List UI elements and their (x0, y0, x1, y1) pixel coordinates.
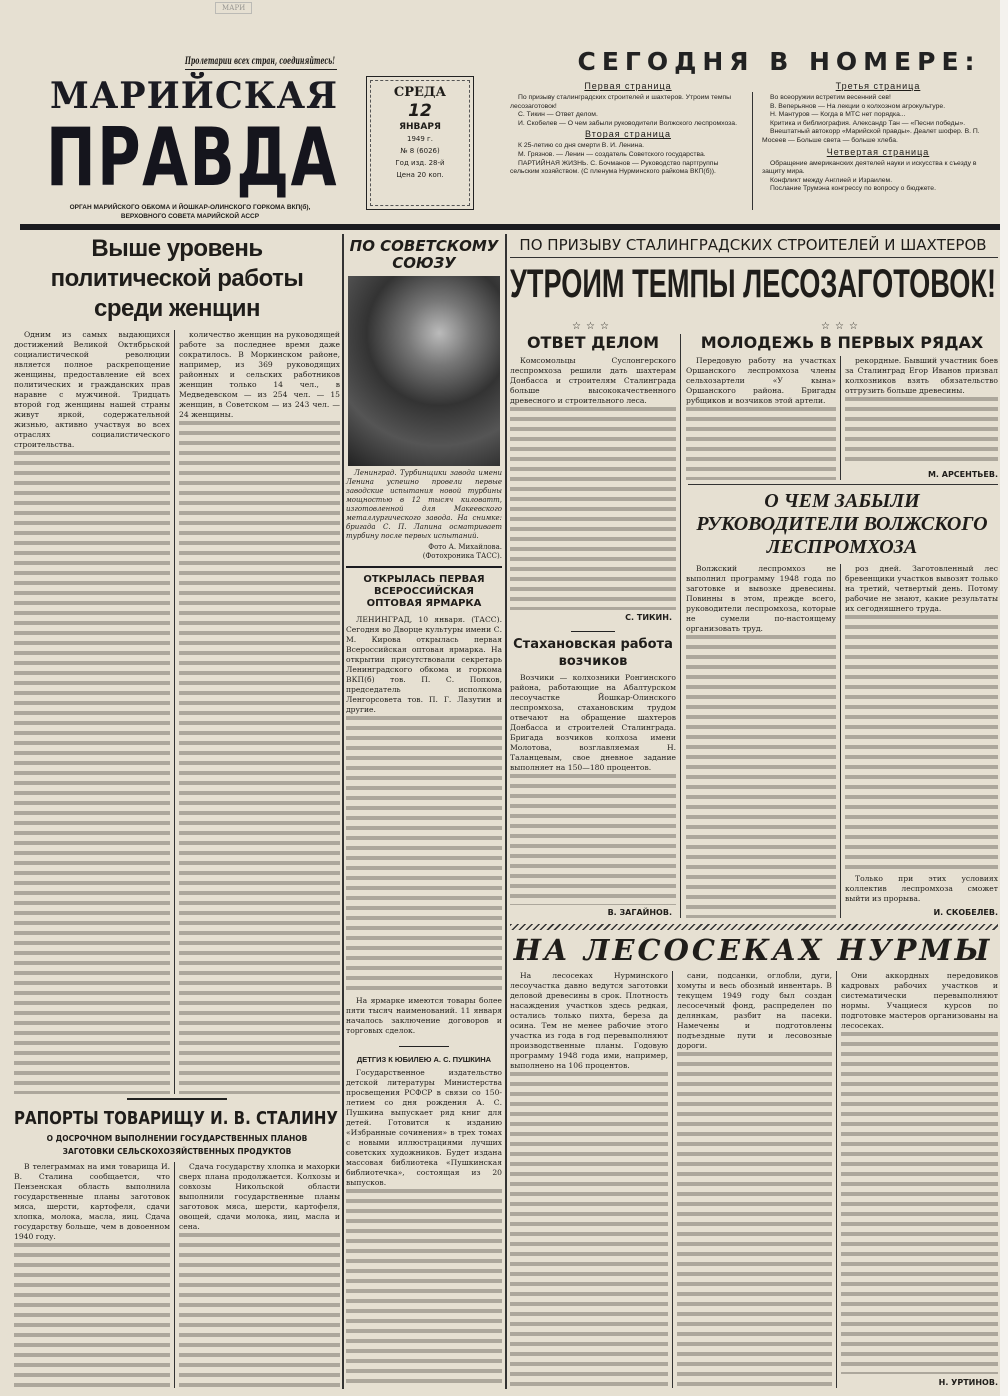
divider (342, 234, 344, 1389)
signature-urtinov: Н. УРТИНОВ. (938, 1378, 998, 1387)
headline-detgiz: ДЕТГИЗ К ЮБИЛЕЮ А. С. ПУШКИНА (356, 1055, 492, 1064)
contents-item: Н. Мантуров — Когда в МТС нет порядка... (770, 111, 906, 119)
weekday: СРЕДА (393, 85, 447, 100)
youth-col2 (845, 356, 998, 466)
article-text: сани, подсанки, оглобли, дуги, хомуты и весь обозный инвентарь. В текущем 1949 году был создан лесосечный фонд, распределен по делянкам, разбит на пасеки. Намечены и подготовлены подъездные пути и лесовозные дороги. (677, 971, 832, 1050)
contents-item: В. Веперьянов — На лекции о колхозном агрокультуре. (770, 102, 946, 110)
reports-section (14, 1098, 340, 1388)
headline-main (510, 258, 998, 310)
headline-reports-text: РАПОРТЫ ТОВАРИЩУ И. В. СТАЛИНУ (14, 1108, 338, 1129)
text-block (510, 1072, 668, 1388)
masthead-rule (20, 224, 1000, 230)
headline-volzhsk: О ЧЕМ ЗАБЫЛИ РУКОВОДИТЕЛИ ВОЛЖСКОГО ЛЕСПРОМХОЗА (696, 490, 988, 558)
signature-arsentyev: М. АРСЕНТЬЕВ. (927, 470, 998, 479)
article-text: Одним из самых выдающихся достижений Великой Октябрьской социалистической революции является полное раскрепощение женщины, предоставление ей всех политических и гражданских прав наравне с мужчиной. Тридцать второй год женщины нашей страны живут яркой, содержательной жизнью, активно участвуя во всех отраслях социалистического строительства. (14, 330, 170, 449)
headline-fair: ОТКРЫЛАСЬ ПЕРВАЯ ВСЕРОССИЙСКАЯ ОПТОВАЯ ЯРМАРКА (363, 574, 485, 609)
article-text: Передовую работу на участках Оршанского леспромхоза члены сельхозартели «У кына» Оршанского района. Бригады рубщиков и возчиков этой артели. (686, 356, 836, 405)
fair-body (346, 615, 502, 1036)
youth-col1 (686, 356, 840, 480)
nurma-article (510, 932, 998, 1388)
contents-item: Послание Трумэна конгрессу по вопросу о бюджете. (770, 185, 936, 193)
title-main-text: ПРАВДА (46, 111, 338, 204)
signature-skobelev: И. СКОБЕЛЕВ. (933, 908, 998, 917)
contents-page-4: Четвертая страница (826, 146, 930, 157)
price: Цена 20 коп. (396, 171, 444, 179)
text-block (179, 1233, 340, 1388)
article-text: Возчики — колхозники Ронгинского района, работающие на Абалтурском лесоучастке Йошкар-Олинского леспромхоза, стахановским трудом отвечают на обращение шахтеров Донбасса и строителей Сталинграда. Бригада возчиков колхоза имени Молотова, возглавляемая Н. Таланцевым, свое дневное задание выполняет на 150—180 процентов. (510, 673, 676, 772)
month: ЯНВАРЯ (399, 122, 441, 132)
stars-icon: ☆☆☆ (821, 321, 863, 332)
soviet-union-column (346, 238, 502, 1388)
publisher-line-2: ВЕРХОВНОГО СОВЕТА МАРИЙСКОЙ АССР (120, 213, 260, 220)
reports-col1 (14, 1162, 174, 1388)
text-block (686, 407, 836, 480)
volzhsk-col2 (845, 564, 998, 904)
text-block (510, 774, 676, 905)
article-text: Только при этих условиях коллектив леспромхоза сможет выйти из прорыва. (845, 874, 998, 903)
contents-item: Внештатный автокорр «Марийской правды». Деалет шофер. В. П. Мосеев — Больше света — больше хлеба. (762, 128, 980, 144)
article-text: количество женщин на руководящей работе за последнее время даже сократилось. В Моркинском районе, например, из 369 руководящих районных и сельских работников женщин только 14 чел., в Медведевском — из 254 чел. — 15 женщин, в Советском — из 243 чел. — 24 женщины. (179, 330, 340, 419)
year: 1949 г. (407, 135, 433, 143)
newspaper-title-top (50, 76, 340, 116)
detgiz-body (346, 1068, 502, 1388)
banner-text: ПО ПРИЗЫВУ СТАЛИНГРАДСКИХ СТРОИТЕЛЕЙ И ШАХТЕРОВ (519, 236, 987, 254)
text-block (346, 716, 502, 996)
contents-item: К 25-летию со дня смерти В. И. Ленина. (518, 142, 644, 150)
day: 12 (408, 101, 432, 121)
article-text: В телеграммах на имя товарища И. В. Сталина сообщается, что Пензенская область выполнила государственные планы заготовок мяса, шерсти, картофеля, сдачи хлопка, молока, масла, яиц. Сдача государству больше, чем в довоенном 1940 году. (14, 1162, 170, 1241)
headline-stakhanov: Стахановская работа возчиков (513, 637, 673, 669)
contents-right (762, 80, 994, 194)
newspaper-title-main (46, 111, 340, 204)
text-block (346, 1189, 502, 1388)
divider (399, 1046, 449, 1048)
contents-title-text: СЕГОДНЯ В НОМЕРЕ: (577, 47, 981, 76)
nurma-col1 (510, 971, 672, 1388)
contents-item: ПАРТИЙНАЯ ЖИЗНЬ. С. Бочманов — Руководство партгруппы сельским хозяйством. (С пленума Нурминского райкома ВКП(б)). (510, 159, 719, 176)
divider (752, 92, 753, 210)
divider (688, 484, 998, 485)
contents-title (560, 46, 1000, 78)
contents-item: И. Скобелев — О чем забыли руководители Волжского леспромхоза. (518, 119, 737, 127)
stakhanov-body (510, 673, 676, 905)
article-text: Государственное издательство детской литературы Министерства просвещения РСФСР в связи со 150-летием со дня рождения А. С. Пушкина выпускает ряд книг для детей. Готовится к изданию «Избранные сочинения» в трех томах с новыми иллюстрациями лучших советских художников. Будет издана массовая библиотека «Пушкинская библиотечка», состоящая из 20 выпусков. (346, 1068, 502, 1187)
contents-item: С. Тикин — Ответ делом. (518, 111, 598, 119)
contents-page-2: Вторая страница (585, 129, 671, 140)
publisher-line-1: ОРГАН МАРИЙСКОГО ОБКОМА И ЙОШКАР-ОЛИНСКОГО ГОРКОМА ВКП(б), (69, 204, 311, 211)
issue-number: № 8 (6026) (400, 147, 440, 155)
article-text: ЛЕНИНГРАД, 10 января. (ТАСС). Сегодня во Дворце культуры имени С. М. Кирова открылась первая Всероссийская оптовая ярмарка. На открытии присутствовали секретарь Ленинградского обкома и горкома ВКП(б) тов. П. С. Попков, председатель исполкома Ленгорсовета тов. П. Г. Лазутин и другие. (346, 615, 502, 714)
youth-article (686, 320, 998, 480)
slogan (185, 56, 337, 70)
text-block (179, 421, 340, 1094)
article-text: Сдача государству хлопка и махорки сверх плана продолжается. Колхозы и совхозы Никольской области выполнили государственные планы заготовок мяса, шерсти, картофеля, овощей, сдачи молока, яиц, масла и сена. (179, 1162, 340, 1231)
volzhsk-col1 (686, 564, 840, 918)
article-text: Комсомольцы Суслонгерского леспромхоза решили дать шахтерам Донбасса и строителям Сталинграда больше высококачественного древесного и строительного леса. (510, 356, 676, 405)
contents-item: Во всеоружии встретим весенний сев! (770, 94, 891, 101)
contents-page-1: Первая страница (584, 81, 672, 91)
signature-zagainov: В. ЗАГАЙНОВ. (607, 908, 672, 917)
text-block (14, 451, 170, 1094)
banner (510, 236, 998, 258)
divider (346, 566, 502, 568)
contents-item: Обращение американских деятелей науки и искусства к съезду в защиту мира. (762, 159, 977, 176)
subhead-reports: О ДОСРОЧНОМ ВЫПОЛНЕНИИ ГОСУДАРСТВЕННЫХ ПЛАНОВ ЗАГОТОВКИ СЕЛЬСКОХОЗЯЙСТВЕННЫХ ПРОДУКТОВ (46, 1134, 308, 1156)
headline-nurma-text: НА ЛЕСОСЕКАХ НУРМЫ (513, 933, 993, 967)
article-text: Волжский леспромхоз не выполнил программу 1948 года по заготовке и вывозке древесины. Повинны в этом, прежде всего, руководители леспромхоза, которые не сумели по-настоящему организовать труд. (686, 564, 836, 633)
headline-answer: ОТВЕТ ДЕЛОМ (526, 333, 660, 352)
headline-main-text: УТРОИМ ТЕМПЫ ЛЕСОЗАГОТОВОК! (510, 262, 996, 306)
photo-caption: Ленинград. Турбинщики завода имени Ленина успешно провели первые заводские испытания новой турбины мощностью в 12 тысяч киловатт, изготовленной для Макеевского металлургического завода. На снимке: бригада С. П. Лапина осматривает турбину после первых испытаний. (346, 469, 502, 540)
divider (127, 1098, 227, 1100)
contents-item: По призыву сталинградских строителей и шахтеров. Утроим темпы лесозаготовок! (510, 94, 732, 110)
volume: Год изд. 28-й (395, 159, 445, 167)
article-text: Они аккордных передовиков кадровых рабочих участков и систематически перевыполняют нормы. Учащиеся курсов по подготовке мастеров организованы на лесосеках. (841, 971, 998, 1030)
publisher-line (40, 203, 340, 221)
contents-item: Критика и библиография. Александр Тан — «Песни победы». (770, 119, 966, 127)
main-header (510, 236, 998, 310)
date-box (366, 76, 474, 210)
nurma-col2 (673, 971, 836, 1388)
article-text: На ярмарке имеются товары более пяти тысяч наименований. 11 января началось заключение договоров и торговых сделок. (346, 995, 502, 1035)
article-women (14, 234, 340, 1094)
text-block (841, 1032, 998, 1374)
archive-stamp: МАРИ (215, 2, 252, 14)
reports-col2 (175, 1162, 340, 1388)
article-women-col2 (175, 330, 340, 1094)
article-text: На лесосеках Нурминского лесоучастка давно ведутся заготовки деловой древесины в срок. Плотность насаждения участков здесь редкая, остались только пихта, береза да осина. Тем не менее рабочие этого участка из года в год перевыполняют производственные планы. Годовую программу 1948 года ими, например, выполнено на 106 процентов. (510, 971, 668, 1070)
text-block (686, 635, 836, 918)
title-top-text: МАРИЙСКАЯ (50, 75, 338, 117)
nurma-col3 (841, 971, 998, 1374)
wavy-rule (510, 924, 998, 930)
text-block (510, 407, 676, 610)
rubric-soviet-union: ПО СОВЕТСКОМУ СОЮЗУ (349, 237, 499, 272)
contents-page-3: Третья страница (835, 81, 921, 91)
signature-tikin: С. ТИКИН. (625, 612, 672, 622)
headline-reports (14, 1108, 340, 1130)
answer-body (510, 356, 676, 610)
page-edge (1000, 0, 1008, 1396)
photo-credit: Фото А. Михайлова. (Фотохроника ТАСС). (422, 543, 502, 560)
article-text: рекордные. Бывший участник боев за Сталинград Егор Иванов призвал колхозников взять обязательство отгрузить больше древесины. (845, 356, 998, 395)
text-block (14, 1243, 170, 1388)
text-block (845, 397, 998, 466)
text-block (677, 1052, 832, 1388)
volzhsk-article (686, 490, 998, 918)
headline-women: Выше уровень политической работы среди женщин (50, 235, 304, 322)
article-women-col1 (14, 330, 174, 1094)
contents-item: Конфликт между Англией и Израилем. (770, 176, 893, 184)
slogan-text: Пролетарии всех стран, соединяйтесь! (185, 56, 335, 67)
article-text: роз дней. Заготовленный лес бревенщики участков вывозят только на третий, четвертый день. Потому рабочие не знают, какие результаты их сегодняшнего труда. (845, 564, 998, 613)
headline-youth: МОЛОДЕЖЬ В ПЕРВЫХ РЯДАХ (700, 333, 984, 352)
divider (505, 234, 507, 1389)
contents-left (510, 80, 746, 177)
stars-icon: ☆☆☆ (572, 321, 614, 332)
turbine-photo (348, 276, 500, 466)
answer-column (510, 320, 676, 918)
contents-item: М. Грязнов. — Ленин — создатель Советского государства. (518, 150, 706, 158)
divider (680, 334, 681, 918)
headline-nurma (510, 932, 998, 968)
divider (571, 631, 615, 633)
text-block (845, 615, 998, 874)
